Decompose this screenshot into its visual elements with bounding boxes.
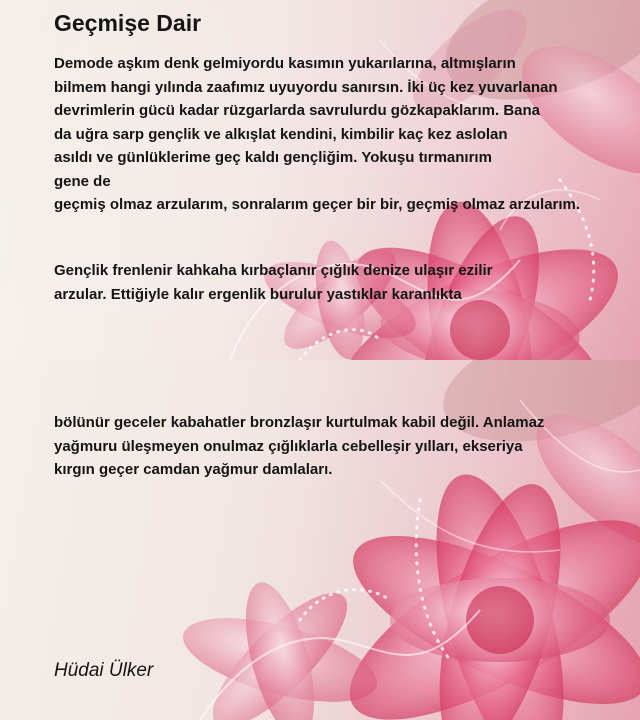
poem-line: bilmem hangi yılında zaafımız uyuyordu sanırsın. İki üç kez yuvarlanan <box>54 78 558 96</box>
poem-line: Demode aşkım denk gelmiyordu kasımın yukarılarına, altmışların <box>54 55 516 72</box>
poem-line: Gençlik frenlenir kahkaha kırbaçlanır çığlık denize ulaşır ezilir <box>54 262 493 279</box>
poem-line: arzular. Ettiğiyle kalır ergenlik burulur yastıklar karanlıkta <box>54 285 462 303</box>
poem-line: da uğra sarp gençlik ve alkışlat kendini, kimbilir kaç kez aslolan <box>54 125 508 143</box>
poem-stanza-3 <box>54 411 544 482</box>
poem-author: Hüdai Ülker <box>54 660 154 681</box>
poem-line: asıldı ve günlüklerime geç kaldı gençliğim. Yokuşu tırmanırım <box>54 149 492 166</box>
poem-line: yağmuru üleşmeyen onulmaz çığlıklarla cebelleşir yılları, ekseriya <box>54 437 523 455</box>
poem-stanza-1 <box>54 52 580 217</box>
poem-line: bölünür geceler kabahatler bronzlaşır kurtulmak kabil değil. Anlamaz <box>54 414 545 431</box>
poem-title: Geçmişe Dair <box>54 10 202 36</box>
poem-line: kırgın geçer camdan yağmur damlaları. <box>54 461 333 478</box>
poem-line: gene de <box>54 172 111 190</box>
poem-line: devrimlerin gücü kadar rüzgarlarda savrulurdu gözkapaklarım. Bana <box>54 102 540 119</box>
poem-line: geçmiş olmaz arzularım, sonralarım geçer bir bir, geçmiş olmaz arzularım. <box>54 196 581 213</box>
poem-stanza-2 <box>54 259 493 306</box>
poem-card-bottom <box>0 360 640 720</box>
